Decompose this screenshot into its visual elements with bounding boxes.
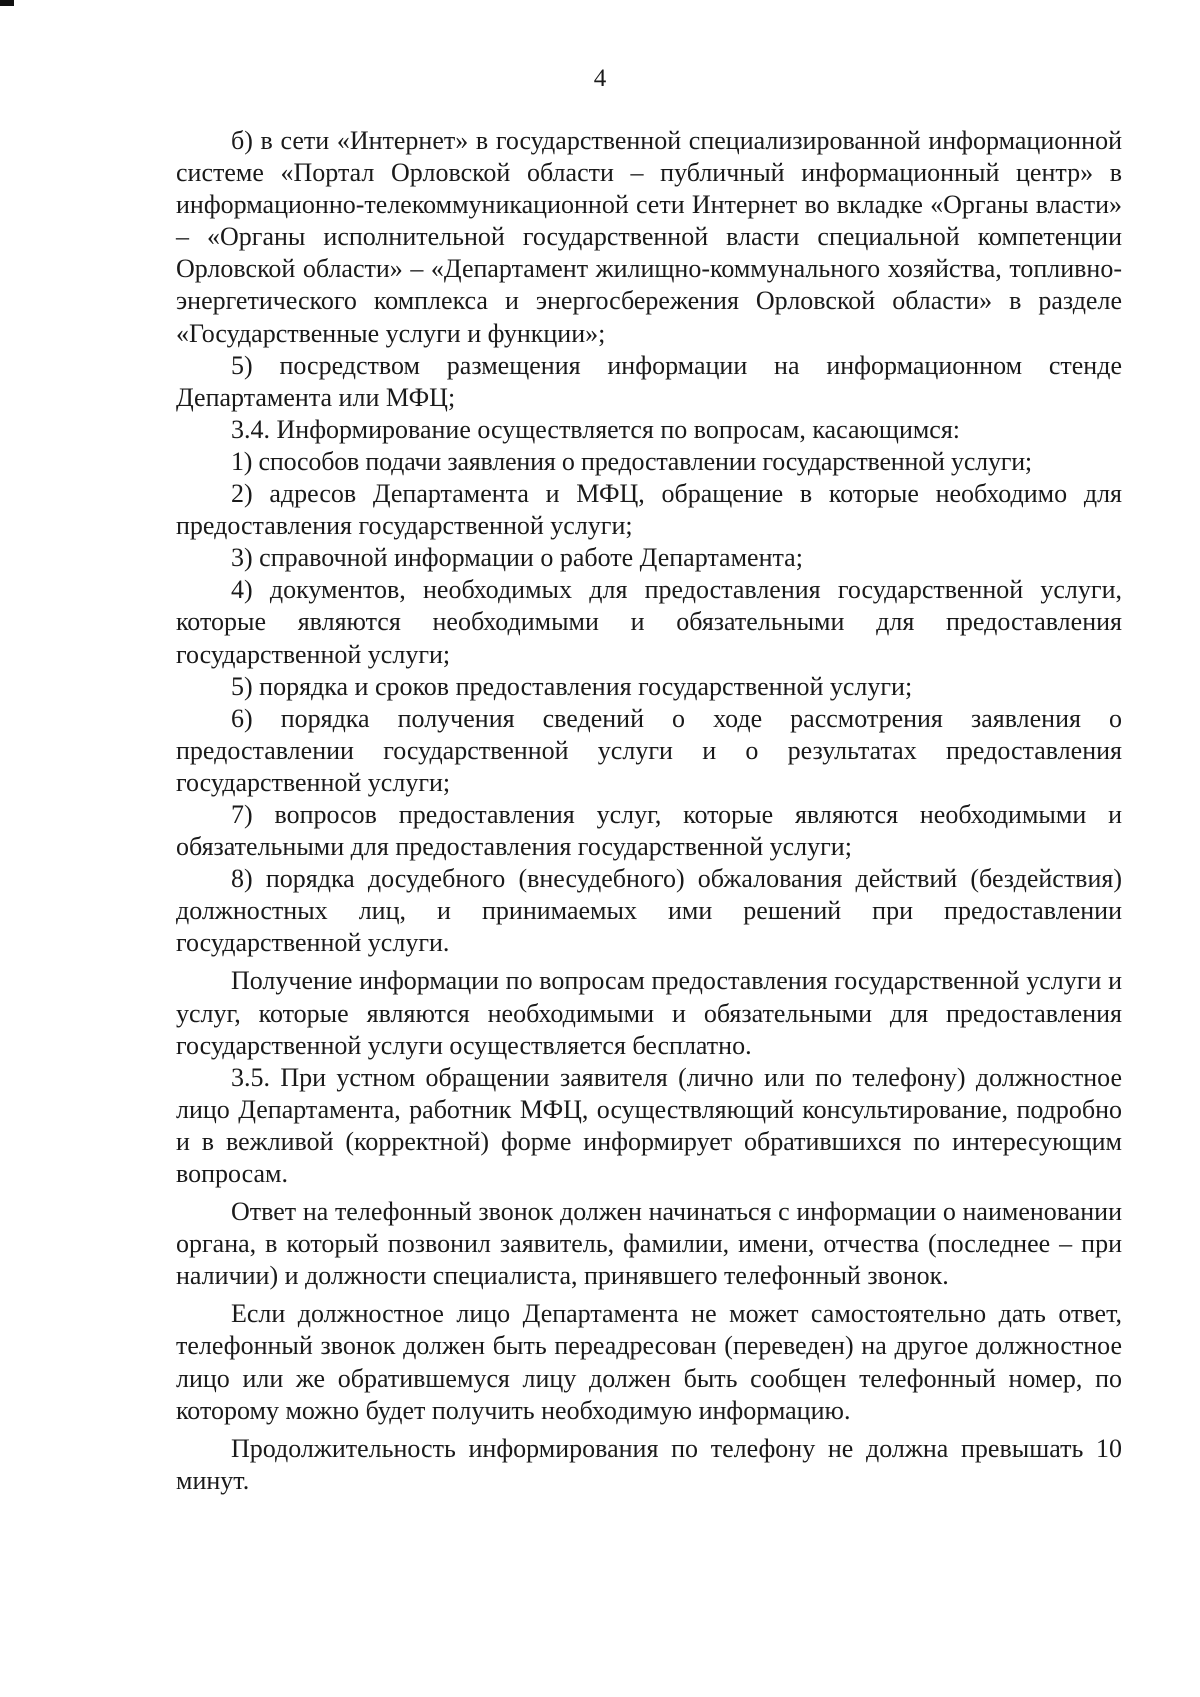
page-number: 4 [593, 65, 607, 92]
list-item-8: 8) порядка досудебного (внесудебного) обжалования действий (бездействия) должностных лиц, и принимаемых ими решений при предоставлении государственной услуги. [176, 864, 1122, 958]
list-item-6: 6) порядка получения сведений о ходе рассмотрения заявления о предоставлении государственной услуги и о результатах предоставления государственной услуги; [176, 703, 1122, 797]
scan-edge-mark [0, 0, 14, 6]
list-item-1: 1) способов подачи заявления о предоставлении государственной услуги; [231, 446, 1032, 476]
list-item-5: 5) порядка и сроков предоставления государственной услуги; [231, 671, 913, 701]
paragraph-info-stand: 5) посредством размещения информации на информационном стенде Департамента или МФЦ; [176, 350, 1122, 412]
paragraph-internet-source: б) в сети «Интернет» в государственной специализированной информационной системе «Портал Орловской области – публичный информационный центр» в информационно-телекоммуникационной сети Интернет во вкладке «Органы власти» – «Органы исполнительной государственной власти специальной компетенции Орловской области» – «Департамент жилищно-коммунального хозяйства, топливно-энергетического комплекса и энергосбережения Орловской области» в разделе «Государственные услуги и функции»; [176, 126, 1122, 348]
paragraph-phone-answer: Ответ на телефонный звонок должен начинаться с информации о наименовании органа, в который позвонил заявитель, фамилии, имени, отчества (последнее – при наличии) и должности специалиста, принявшего телефонный звонок. [176, 1197, 1122, 1291]
paragraph-phone-duration: Продолжительность информирования по телефону не должна превышать 10 минут. [176, 1433, 1122, 1495]
paragraph-free-info: Получение информации по вопросам предоставления государственной услуги и услуг, которые являются необходимыми и обязательными для предоставления государственной услуги осуществляется бесплатно. [176, 966, 1122, 1060]
paragraph-phone-redirect: Если должностное лицо Департамента не может самостоятельно дать ответ, телефонный звонок должен быть переадресован (переведен) на другое должностное лицо или же обратившемуся лицу должен быть сообщен телефонный номер, по которому можно будет получить необходимую информацию. [176, 1299, 1122, 1425]
list-item-2: 2) адресов Департамента и МФЦ, обращение в которые необходимо для предоставления государственной услуги; [176, 479, 1122, 541]
paragraph-section-3-5: 3.5. При устном обращении заявителя (лично или по телефону) должностное лицо Департамента, работник МФЦ, осуществляющий консультирование, подробно и в вежливой (корректной) форме информирует обратившихся по интересующим вопросам. [176, 1062, 1122, 1188]
list-item-4: 4) документов, необходимых для предоставления государственной услуги, которые являются необходимыми и обязательными для предоставления государственной услуги; [176, 575, 1122, 669]
list-item-7: 7) вопросов предоставления услуг, которые являются необходимыми и обязательными для предоставления государственной услуги; [176, 799, 1122, 862]
document-body [176, 125, 1122, 1497]
list-item-3: 3) справочной информации о работе Департамента; [231, 543, 803, 573]
paragraph-section-3-4: 3.4. Информирование осуществляется по вопросам, касающимся: [231, 414, 961, 444]
